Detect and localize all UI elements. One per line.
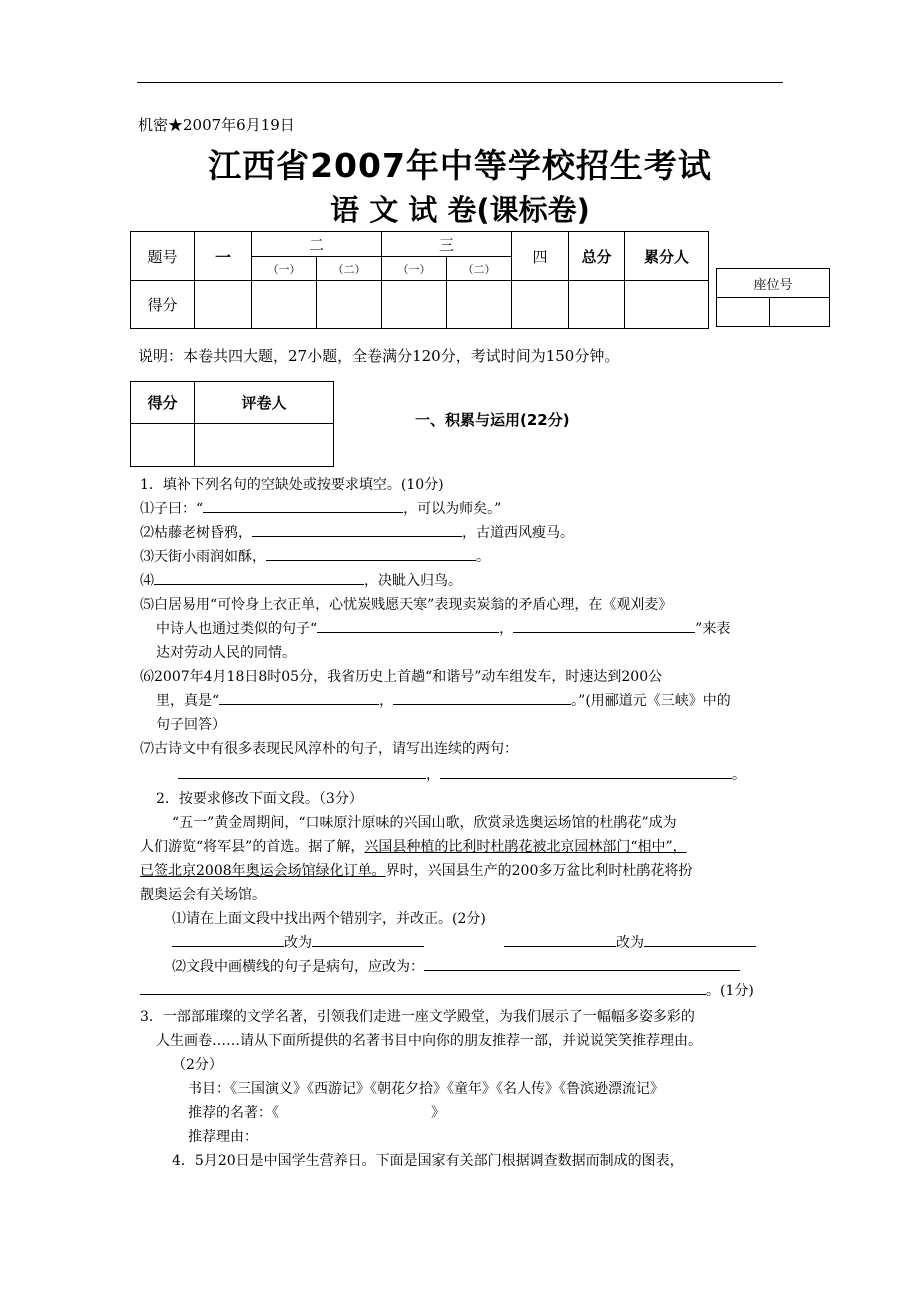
grader-name-cell[interactable] — [195, 424, 334, 467]
seat-cell[interactable] — [717, 298, 770, 327]
th-part-3: 三 — [382, 232, 512, 257]
th-sub: （一） — [252, 257, 317, 281]
th-part-2: 二 — [252, 232, 382, 257]
q2-passage-2: 人们游览“将军县”的首选。据了解，兴国县种植的比利时杜鹃花被北京园林部门“相中”， — [140, 839, 687, 855]
q1-item-6-line3: 句子回答） — [156, 717, 226, 733]
q2-passage-4: 靓奥运会有关场馆。 — [140, 887, 266, 903]
answer-blank[interactable] — [172, 932, 284, 947]
q3-stem-2: 人生画卷……请从下面所提供的名著书目中向你的朋友推荐一部，并说说笑笑推荐理由。 — [156, 1033, 702, 1049]
top-rule — [137, 82, 783, 83]
seat-number-box — [716, 268, 830, 327]
q1-item-7-answer: ， 。 — [178, 764, 746, 784]
grader-score-cell[interactable] — [131, 424, 195, 467]
q3-recommend: 推荐的名著：《 》 — [188, 1105, 445, 1121]
q3-booklist: 书目：《三国演义》《西游记》《朝花夕拾》《童年》《名人传》《鲁滨逊漂流记》 — [188, 1081, 664, 1097]
score-cell[interactable] — [252, 281, 317, 329]
q1-item-3: ⑶天街小雨润如酥， 。 — [140, 546, 490, 566]
q3-stem-1: 3．一部部璀璨的文学名著，引领我们走进一座文学殿堂，为我们展示了一幅幅多姿多彩的 — [140, 1009, 695, 1025]
q1-item-6-line2: 里，真是“ ， 。”(用郦道元《三峡》中的 — [156, 690, 731, 710]
score-cell[interactable] — [512, 281, 569, 329]
q1-item-6-line1: ⑹2007年4月18日8时05分，我省历史上首趟“和谐号”动车组发车，时速达到200公 — [140, 669, 663, 685]
answer-blank[interactable] — [219, 690, 379, 705]
answer-blank[interactable] — [644, 932, 756, 947]
th-part-1: 一 — [195, 232, 252, 281]
row-score-label: 得分 — [131, 281, 195, 329]
answer-blank[interactable] — [504, 932, 616, 947]
answer-blank[interactable] — [317, 618, 499, 633]
q1-item-2: ⑵枯藤老树昏鸦， ，古道西风瘦马。 — [140, 522, 574, 542]
q1-item-1: ⑴子曰：“ ，可以为师矣。” — [140, 498, 501, 518]
answer-blank[interactable] — [266, 546, 476, 561]
q1-item-5-line3: 达对劳动人民的同情。 — [156, 645, 296, 661]
th-sub: （二） — [317, 257, 382, 281]
confidential-date: 机密★2007年6月19日 — [138, 116, 295, 134]
q1-item-5-line2: 中诗人也通过类似的句子“ ， ”来表 — [156, 618, 730, 638]
q4-stem: 4．5月20日是中国学生营养日。下面是国家有关部门根据调查数据而制成的图表， — [172, 1153, 684, 1169]
score-cell[interactable] — [382, 281, 447, 329]
q1-item-4: ⑷ ，决眦入归鸟。 — [140, 570, 462, 590]
answer-blank[interactable] — [440, 764, 732, 779]
answer-blank[interactable] — [513, 618, 695, 633]
th-total: 总分 — [569, 232, 625, 281]
q1-item-5-line1: ⑸白居易用“可怜身上衣正单，心忧炭贱愿天寒”表现卖炭翁的矛盾心理，在《观刈麦》 — [140, 597, 673, 613]
score-cell[interactable] — [317, 281, 382, 329]
th-sub: （二） — [447, 257, 512, 281]
th-question-num: 题号 — [131, 232, 195, 281]
score-cell[interactable] — [569, 281, 625, 329]
seat-cell[interactable] — [770, 298, 830, 327]
q2-sub-1-answer: 改为 — [172, 932, 424, 952]
q2-passage-3: 已签北京2008年奥运会场馆绿化订单。界时，兴国县生产的200多万盆比利时杜鹃花将扮 — [140, 863, 693, 879]
score-table — [130, 231, 709, 329]
grader-table — [130, 381, 334, 467]
score-cell[interactable] — [195, 281, 252, 329]
answer-blank[interactable] — [424, 956, 740, 971]
answer-blank[interactable] — [154, 570, 364, 585]
answer-blank[interactable] — [393, 690, 571, 705]
flawed-sentence: 兴国县种植的比利时杜鹃花被北京园林部门“相中”， — [364, 839, 687, 855]
answer-blank[interactable] — [312, 932, 424, 947]
answer-blank[interactable] — [140, 980, 706, 995]
score-cell[interactable] — [625, 281, 709, 329]
q1-item-7: ⑺古诗文中有很多表现民风淳朴的句子，请写出连续的两句： — [140, 741, 518, 757]
q2-sub-2: ⑵文段中画横线的句子是病句，应改为： — [172, 956, 740, 976]
exam-subtitle: 语 文 试 卷(课标卷) — [330, 193, 590, 227]
score-cell[interactable] — [447, 281, 512, 329]
th-sub: （一） — [382, 257, 447, 281]
grader-score-label: 得分 — [131, 382, 195, 424]
q1-stem: 1．填补下列名句的空缺处或按要求填空。(10分) — [140, 477, 444, 493]
q3-score: （2分） — [172, 1057, 223, 1073]
seat-label: 座位号 — [717, 269, 830, 298]
answer-blank[interactable] — [252, 522, 462, 537]
q2-sub-1-answer-2: 改为 — [504, 932, 756, 952]
answer-blank[interactable] — [178, 764, 426, 779]
q2-sub-1: ⑴请在上面文段中找出两个错别字，并改正。(2分) — [172, 911, 486, 927]
exam-instructions: 说明：本卷共四大题，27小题，全卷满分120分，考试时间为150分钟。 — [138, 347, 620, 365]
q2-passage-1: “五一”黄金周期间，“口味原汁原味的兴国山歌，欣赏录选奥运场馆的杜鹃花”成为 — [172, 815, 677, 831]
answer-blank[interactable] — [203, 498, 403, 513]
exam-title: 江西省2007年中等学校招生考试 — [208, 146, 712, 185]
q2-sub-2-cont: 。(1分) — [140, 980, 754, 1000]
th-accumulator: 累分人 — [625, 232, 709, 281]
th-part-4: 四 — [512, 232, 569, 281]
flawed-sentence: 已签北京2008年奥运会场馆绿化订单。 — [140, 863, 386, 879]
q3-reason: 推荐理由： — [188, 1129, 258, 1145]
section-1-title: 一、积累与运用(22分) — [415, 411, 570, 429]
q2-stem: 2．按要求修改下面文段。（3分） — [156, 791, 363, 807]
grader-name-label: 评卷人 — [195, 382, 334, 424]
